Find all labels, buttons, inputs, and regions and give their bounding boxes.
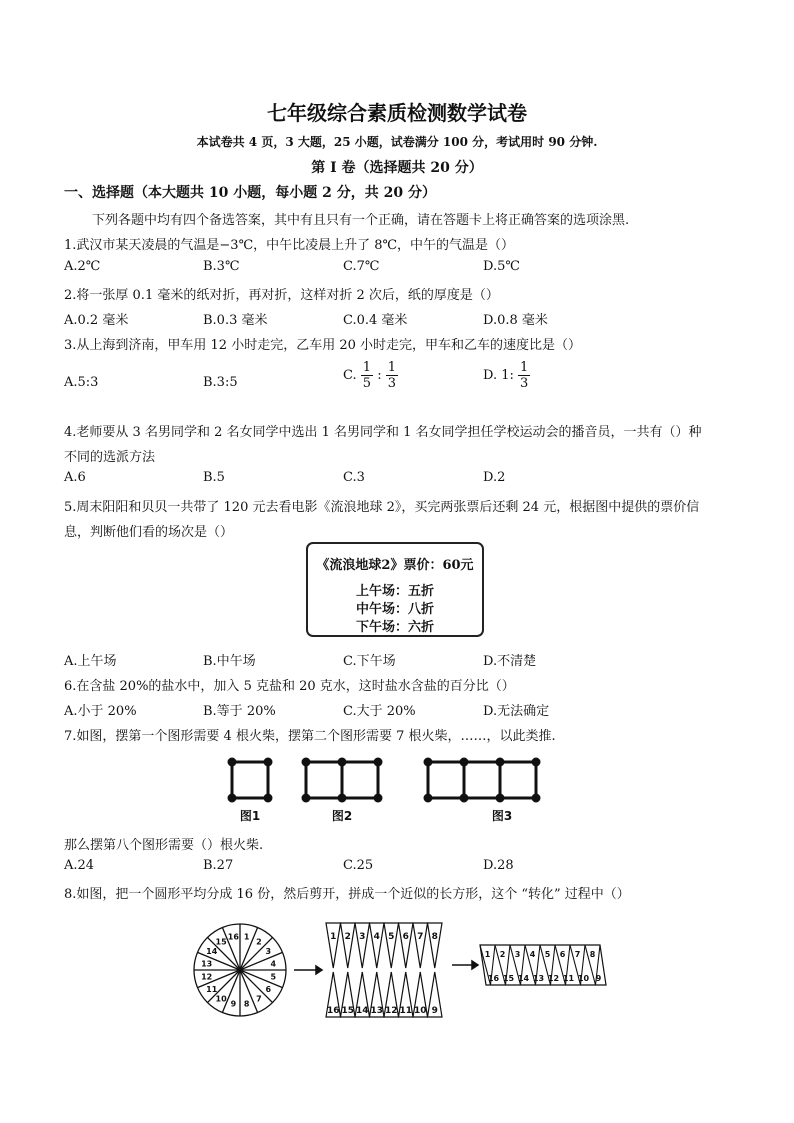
strip2-bottom-number: 13 xyxy=(532,974,545,983)
q5-option-b: B.中午场 xyxy=(203,654,256,669)
ticket-price-box xyxy=(306,542,484,637)
strip2-top-number: 1 xyxy=(484,950,491,959)
matchstick-figure-3 xyxy=(425,759,539,801)
strip1-bottom-number: 12 xyxy=(384,1006,398,1016)
strip1-top-number: 7 xyxy=(417,932,424,942)
q2-option-c: C.0.4 毫米 xyxy=(343,313,408,328)
q6-option-c: C.大于 20% xyxy=(343,704,416,719)
strip1-bottom-number: 15 xyxy=(341,1006,355,1016)
strip2-bottom-number: 11 xyxy=(562,974,575,983)
q5-option-d: D.不清楚 xyxy=(483,654,537,669)
strip1-top-number: 1 xyxy=(330,932,337,942)
strip2-bottom-number: 12 xyxy=(547,974,560,983)
strip1-top-triangle xyxy=(428,923,443,968)
strip2-bottom-number: 10 xyxy=(577,974,590,983)
strip1-top-number: 8 xyxy=(431,932,438,942)
figure-label-3: 图3 xyxy=(491,809,513,823)
circle-sector-number: 5 xyxy=(270,972,277,982)
circle-sector-number: 8 xyxy=(243,999,250,1009)
question-3: 3.从上海到济南，甲车用 12 小时走完，乙车用 20 小时走完，甲车和乙车的速度比是（） xyxy=(64,338,582,353)
strip1-top-number: 4 xyxy=(373,932,380,942)
circle-sector-number: 13 xyxy=(201,959,213,969)
q1-option-d: D.5℃ xyxy=(483,259,520,274)
matchstick-figure-2 xyxy=(303,759,381,801)
q3-option-d-label: D. xyxy=(483,368,498,383)
strip1-top-triangle xyxy=(384,923,399,968)
strip2-top-number: 8 xyxy=(589,950,596,959)
strip1-top-number: 2 xyxy=(344,932,351,942)
strip1-top-triangle xyxy=(326,923,341,968)
q4-option-c: C.3 xyxy=(343,470,365,485)
q4-option-b: B.5 xyxy=(203,470,225,485)
circle-sector-number: 6 xyxy=(265,984,272,994)
strip1-top-number: 3 xyxy=(359,932,366,942)
strip2-bottom-number: 14 xyxy=(517,974,530,983)
strip2-bottom-number: 15 xyxy=(502,974,515,983)
q3-option-d: D. 1: $\frac{1}{3}$ xyxy=(483,360,529,391)
triangle-strip-2 xyxy=(480,945,606,985)
q6-option-d: D.无法确定 xyxy=(483,704,550,719)
divided-circle xyxy=(194,924,286,1016)
q3-option-c-label: C. xyxy=(343,368,357,383)
strip1-top-triangle xyxy=(355,923,370,968)
strip1-bottom-number: 13 xyxy=(370,1006,384,1016)
q3-option-b: B.3:5 xyxy=(203,375,238,390)
question-7-followup: 那么摆第八个图形需要（）根火柴. xyxy=(64,838,264,853)
strip2-top-number: 3 xyxy=(514,950,521,959)
strip2-top-number: 6 xyxy=(559,950,566,959)
q5-option-c: C.下午场 xyxy=(343,654,396,669)
strip1-top-triangle xyxy=(399,923,414,968)
circle-sector-number: 14 xyxy=(206,947,218,957)
circle-sector-number: 15 xyxy=(215,937,227,947)
strip2-top-number: 2 xyxy=(499,950,506,959)
strip1-top-number: 6 xyxy=(402,932,409,942)
strip2-top-number: 5 xyxy=(544,950,551,959)
strip1-top-number: 5 xyxy=(388,932,395,942)
q1-option-a: A.2℃ xyxy=(64,259,101,274)
circle-sector-number: 16 xyxy=(227,932,239,942)
strip2-top-number: 4 xyxy=(529,950,536,959)
strip1-top-triangle xyxy=(370,923,385,968)
ticket-row-morning: 上午场：五折 xyxy=(355,584,434,599)
strip1-top-triangle xyxy=(341,923,356,968)
strip1-bottom-number: 9 xyxy=(431,1006,438,1016)
section-heading: 一、选择题（本大题共 10 小题，每小题 2 分，共 20 分） xyxy=(64,185,436,201)
circle-sector-number: 7 xyxy=(256,994,262,1004)
question-5-line-2: 息，判断他们看的场次是（） xyxy=(64,525,234,540)
ticket-row-noon: 中午场：八折 xyxy=(355,602,434,617)
strip1-top-triangle xyxy=(413,923,428,968)
circle-transformation-figure xyxy=(190,915,610,1025)
exam-info: 本试卷共 4 页，3 大题，25 小题，试卷满分 100 分，考试用时 90 分钟. xyxy=(196,135,598,149)
figure-label-2: 图2 xyxy=(331,809,353,823)
arrow-2 xyxy=(452,961,478,969)
fraction: $\frac{1}{3}$ xyxy=(387,360,396,391)
part-heading: 第 I 卷（选择题共 20 分） xyxy=(311,160,483,176)
matchstick-figures xyxy=(220,750,580,826)
question-5-line-1: 5.周末阳阳和贝贝一共带了 120 元去看电影《流浪地球 2》，买完两张票后还剩 24 元，根据图中提供的票价信 xyxy=(64,500,700,515)
circle-sector-number: 2 xyxy=(256,937,262,947)
question-4-line-2: 不同的选派方法 xyxy=(64,450,156,465)
q4-option-a: A.6 xyxy=(64,470,86,485)
q2-option-a: A.0.2 毫米 xyxy=(64,313,129,328)
q2-option-d: D.0.8 毫米 xyxy=(483,313,548,328)
question-8: 8.如图，把一个圆形平均分成 16 份，然后剪开，拼成一个近似的长方形，这个 “转化” 过程中（） xyxy=(64,887,630,902)
q7-option-c: C.25 xyxy=(343,858,374,873)
circle-sector-number: 12 xyxy=(201,972,213,982)
q5-option-a: A.上午场 xyxy=(64,654,117,669)
question-7: 7.如图，摆第一个图形需要 4 根火柴，摆第二个图形需要 7 根火柴，……，以此类推. xyxy=(64,729,556,744)
question-1: 1.武汉市某天凌晨的气温是−3℃，中午比凌晨上升了 8℃，中午的气温是（） xyxy=(64,238,515,253)
figure-label-1: 图1 xyxy=(239,809,261,823)
q7-option-b: B.27 xyxy=(203,858,234,873)
q7-option-d: D.28 xyxy=(483,858,514,873)
ticket-row-afternoon: 下午场：六折 xyxy=(355,620,434,635)
page-title: 七年级综合素质检测数学试卷 xyxy=(267,101,527,125)
circle-sector-number: 9 xyxy=(230,999,237,1009)
strip1-bottom-number: 16 xyxy=(326,1006,340,1016)
circle-sector-number: 4 xyxy=(270,959,277,969)
question-6: 6.在含盐 20%的盐水中，加入 5 克盐和 20 克水，这时盐水含盐的百分比（） xyxy=(64,679,515,694)
q6-option-a: A.小于 20% xyxy=(64,704,137,719)
fraction: $\frac{1}{5}$ xyxy=(362,360,372,391)
strip1-bottom-number: 14 xyxy=(355,1006,369,1016)
strip1-bottom-number: 10 xyxy=(413,1006,427,1016)
question-2: 2.将一张厚 0.1 毫米的纸对折，再对折，这样对折 2 次后，纸的厚度是（） xyxy=(64,288,499,303)
q1-option-c: C.7℃ xyxy=(343,259,380,274)
q7-option-a: A.24 xyxy=(64,858,95,873)
strip2-top-number: 7 xyxy=(574,950,581,959)
q3-option-c: C. $\frac{1}{5}$ : $\frac{1}{3}$ xyxy=(343,360,396,391)
fraction: $\frac{1}{3}$ xyxy=(520,360,529,391)
circle-sector-number: 3 xyxy=(265,947,272,957)
circle-sector-number: 11 xyxy=(206,984,218,994)
q1-option-b: B.3℃ xyxy=(203,259,240,274)
strip2-bottom-number: 9 xyxy=(595,974,602,983)
ticket-header: 《流浪地球2》票价：60元 xyxy=(316,558,474,573)
q2-option-b: B.0.3 毫米 xyxy=(203,313,268,328)
matchstick-figure-1 xyxy=(229,759,271,801)
triangle-strip-1 xyxy=(326,923,442,1017)
question-4-line-1: 4.老师要从 3 名男同学和 2 名女同学中选出 1 名男同学和 1 名女同学担任学校运动会的播音员，一共有（）种 xyxy=(64,425,702,440)
q3-option-a: A.5:3 xyxy=(64,375,99,390)
q4-option-d: D.2 xyxy=(483,470,506,485)
instruction-text: 下列各题中均有四个备选答案，其中有且只有一个正确，请在答题卡上将正确答案的选项涂黑. xyxy=(92,213,630,228)
strip2-bottom-number: 16 xyxy=(487,974,500,983)
circle-sector-number: 1 xyxy=(243,932,250,942)
arrow-1 xyxy=(294,966,322,974)
q6-option-b: B.等于 20% xyxy=(203,704,276,719)
circle-sector-number: 10 xyxy=(215,994,227,1004)
strip1-bottom-number: 11 xyxy=(399,1006,413,1016)
